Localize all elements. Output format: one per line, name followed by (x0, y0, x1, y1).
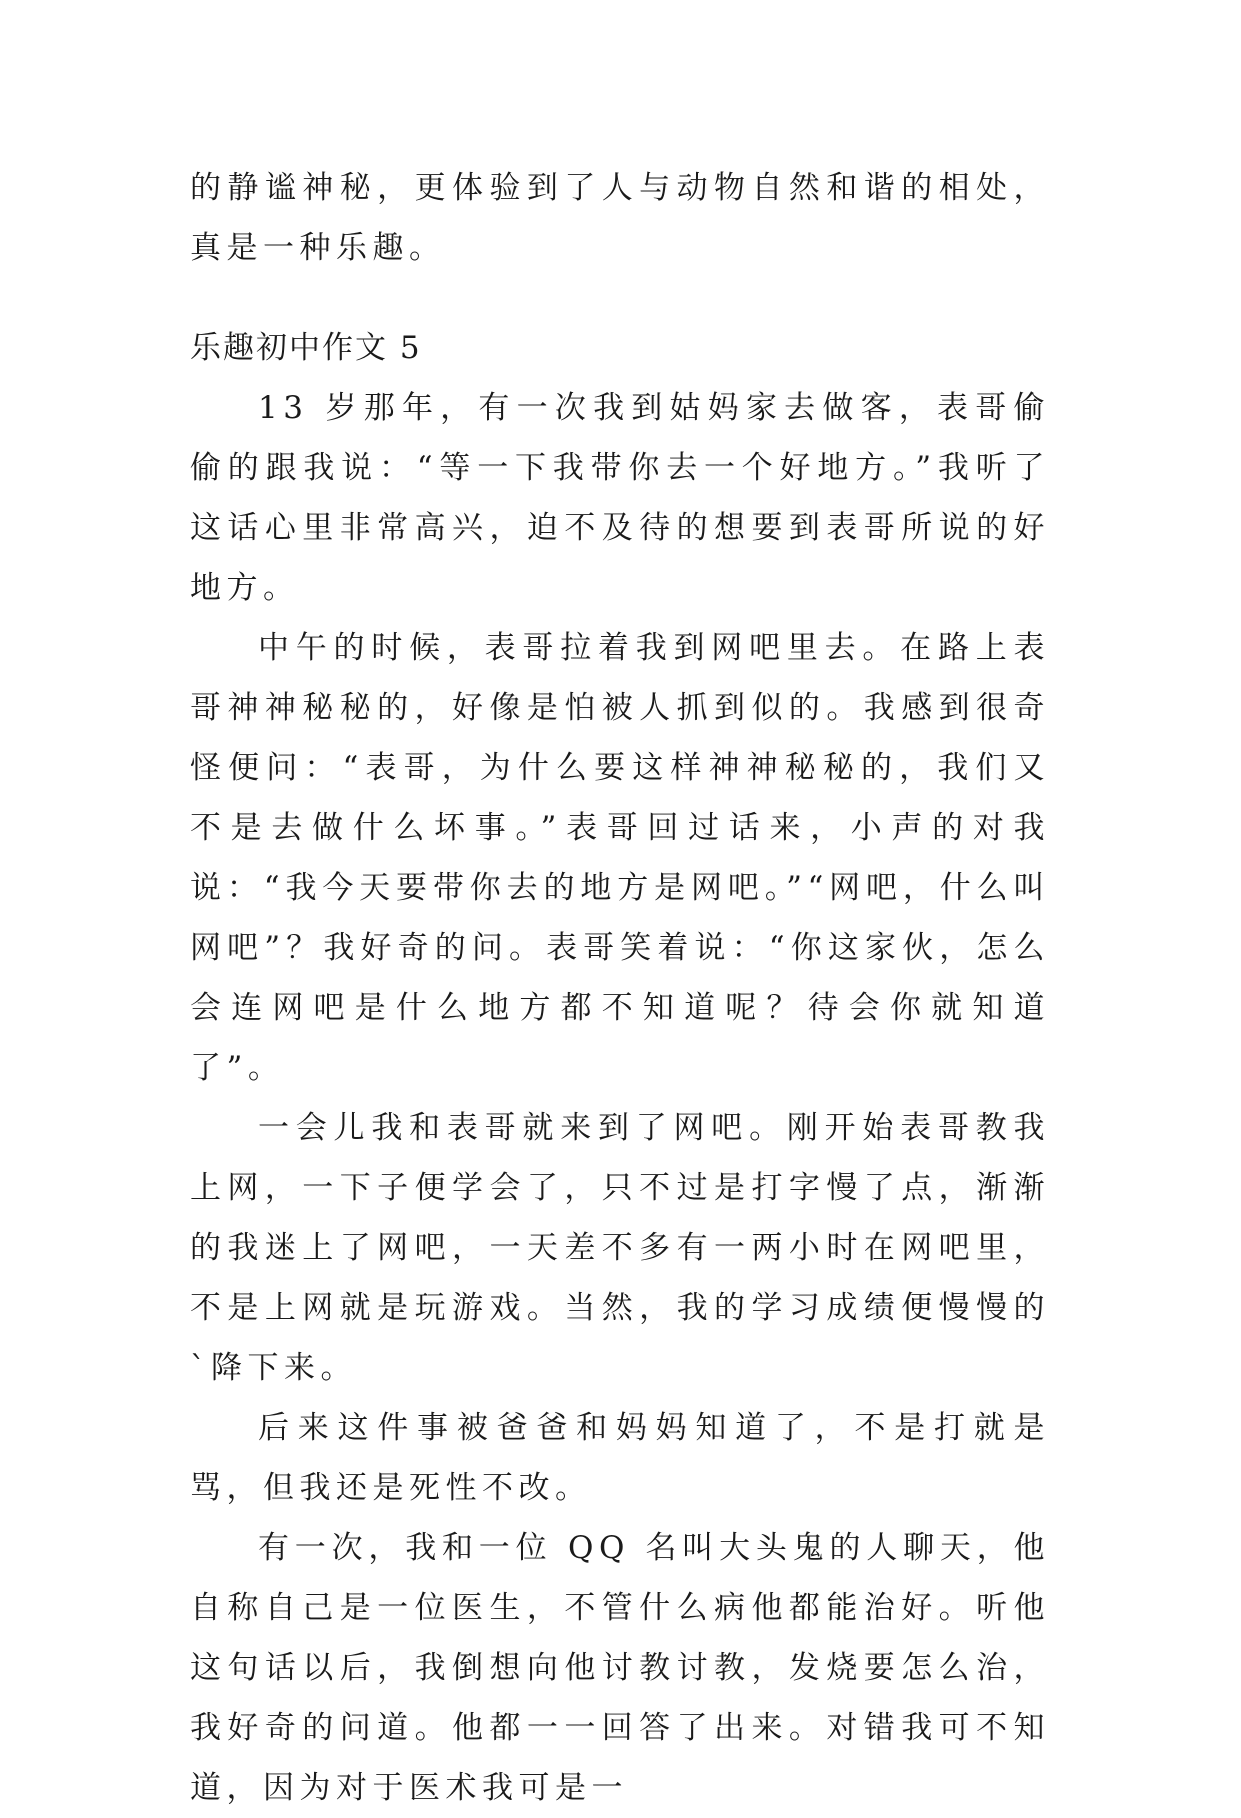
paragraph: 一会儿我和表哥就来到了网吧。刚开始表哥教我上网，一下子便学会了，只不过是打字慢了点，渐渐的我迷上了网吧，一天差不多有一两小时在网吧里，不是上网就是玩游戏。当然，我的学习成绩便慢慢的`降下来。 (190, 1110, 1050, 1386)
paragraph: 后来这件事被爸爸和妈妈知道了，不是打就是骂，但我还是死性不改。 (190, 1410, 1050, 1506)
document-body (190, 158, 1050, 1818)
paragraph: 有一次，我和一位 QQ 名叫大头鬼的人聊天，他自称自己是一位医生，不管什么病他都能治好。听他这句话以后，我倒想向他讨教讨教，发烧要怎么治，我好奇的问道。他都一一回答了出来。对错我可不知道，因为对于医术我可是一 (190, 1530, 1050, 1806)
essay-heading: 乐趣初中作文 5 (190, 330, 422, 366)
paragraph-continued: 的静谧神秘，更体验到了人与动物自然和谐的相处，真是一种乐趣。 (190, 170, 1050, 266)
paragraph: 13 岁那年，有一次我到姑妈家去做客，表哥偷偷的跟我说：“等一下我带你去一个好地方。”我听了这话心里非常高兴，迫不及待的想要到表哥所说的好地方。 (190, 390, 1050, 606)
paragraph: 中午的时候，表哥拉着我到网吧里去。在路上表哥神神秘秘的，好像是怕被人抓到似的。我感到很奇怪便问：“表哥，为什么要这样神神秘秘的，我们又不是去做什么坏事。”表哥回过话来，小声的对我说：“我今天要带你去的地方是网吧。”“网吧，什么叫网吧”？我好奇的问。表哥笑着说：“你这家伙，怎么会连网吧是什么地方都不知道呢？待会你就知道了”。 (190, 630, 1050, 1086)
